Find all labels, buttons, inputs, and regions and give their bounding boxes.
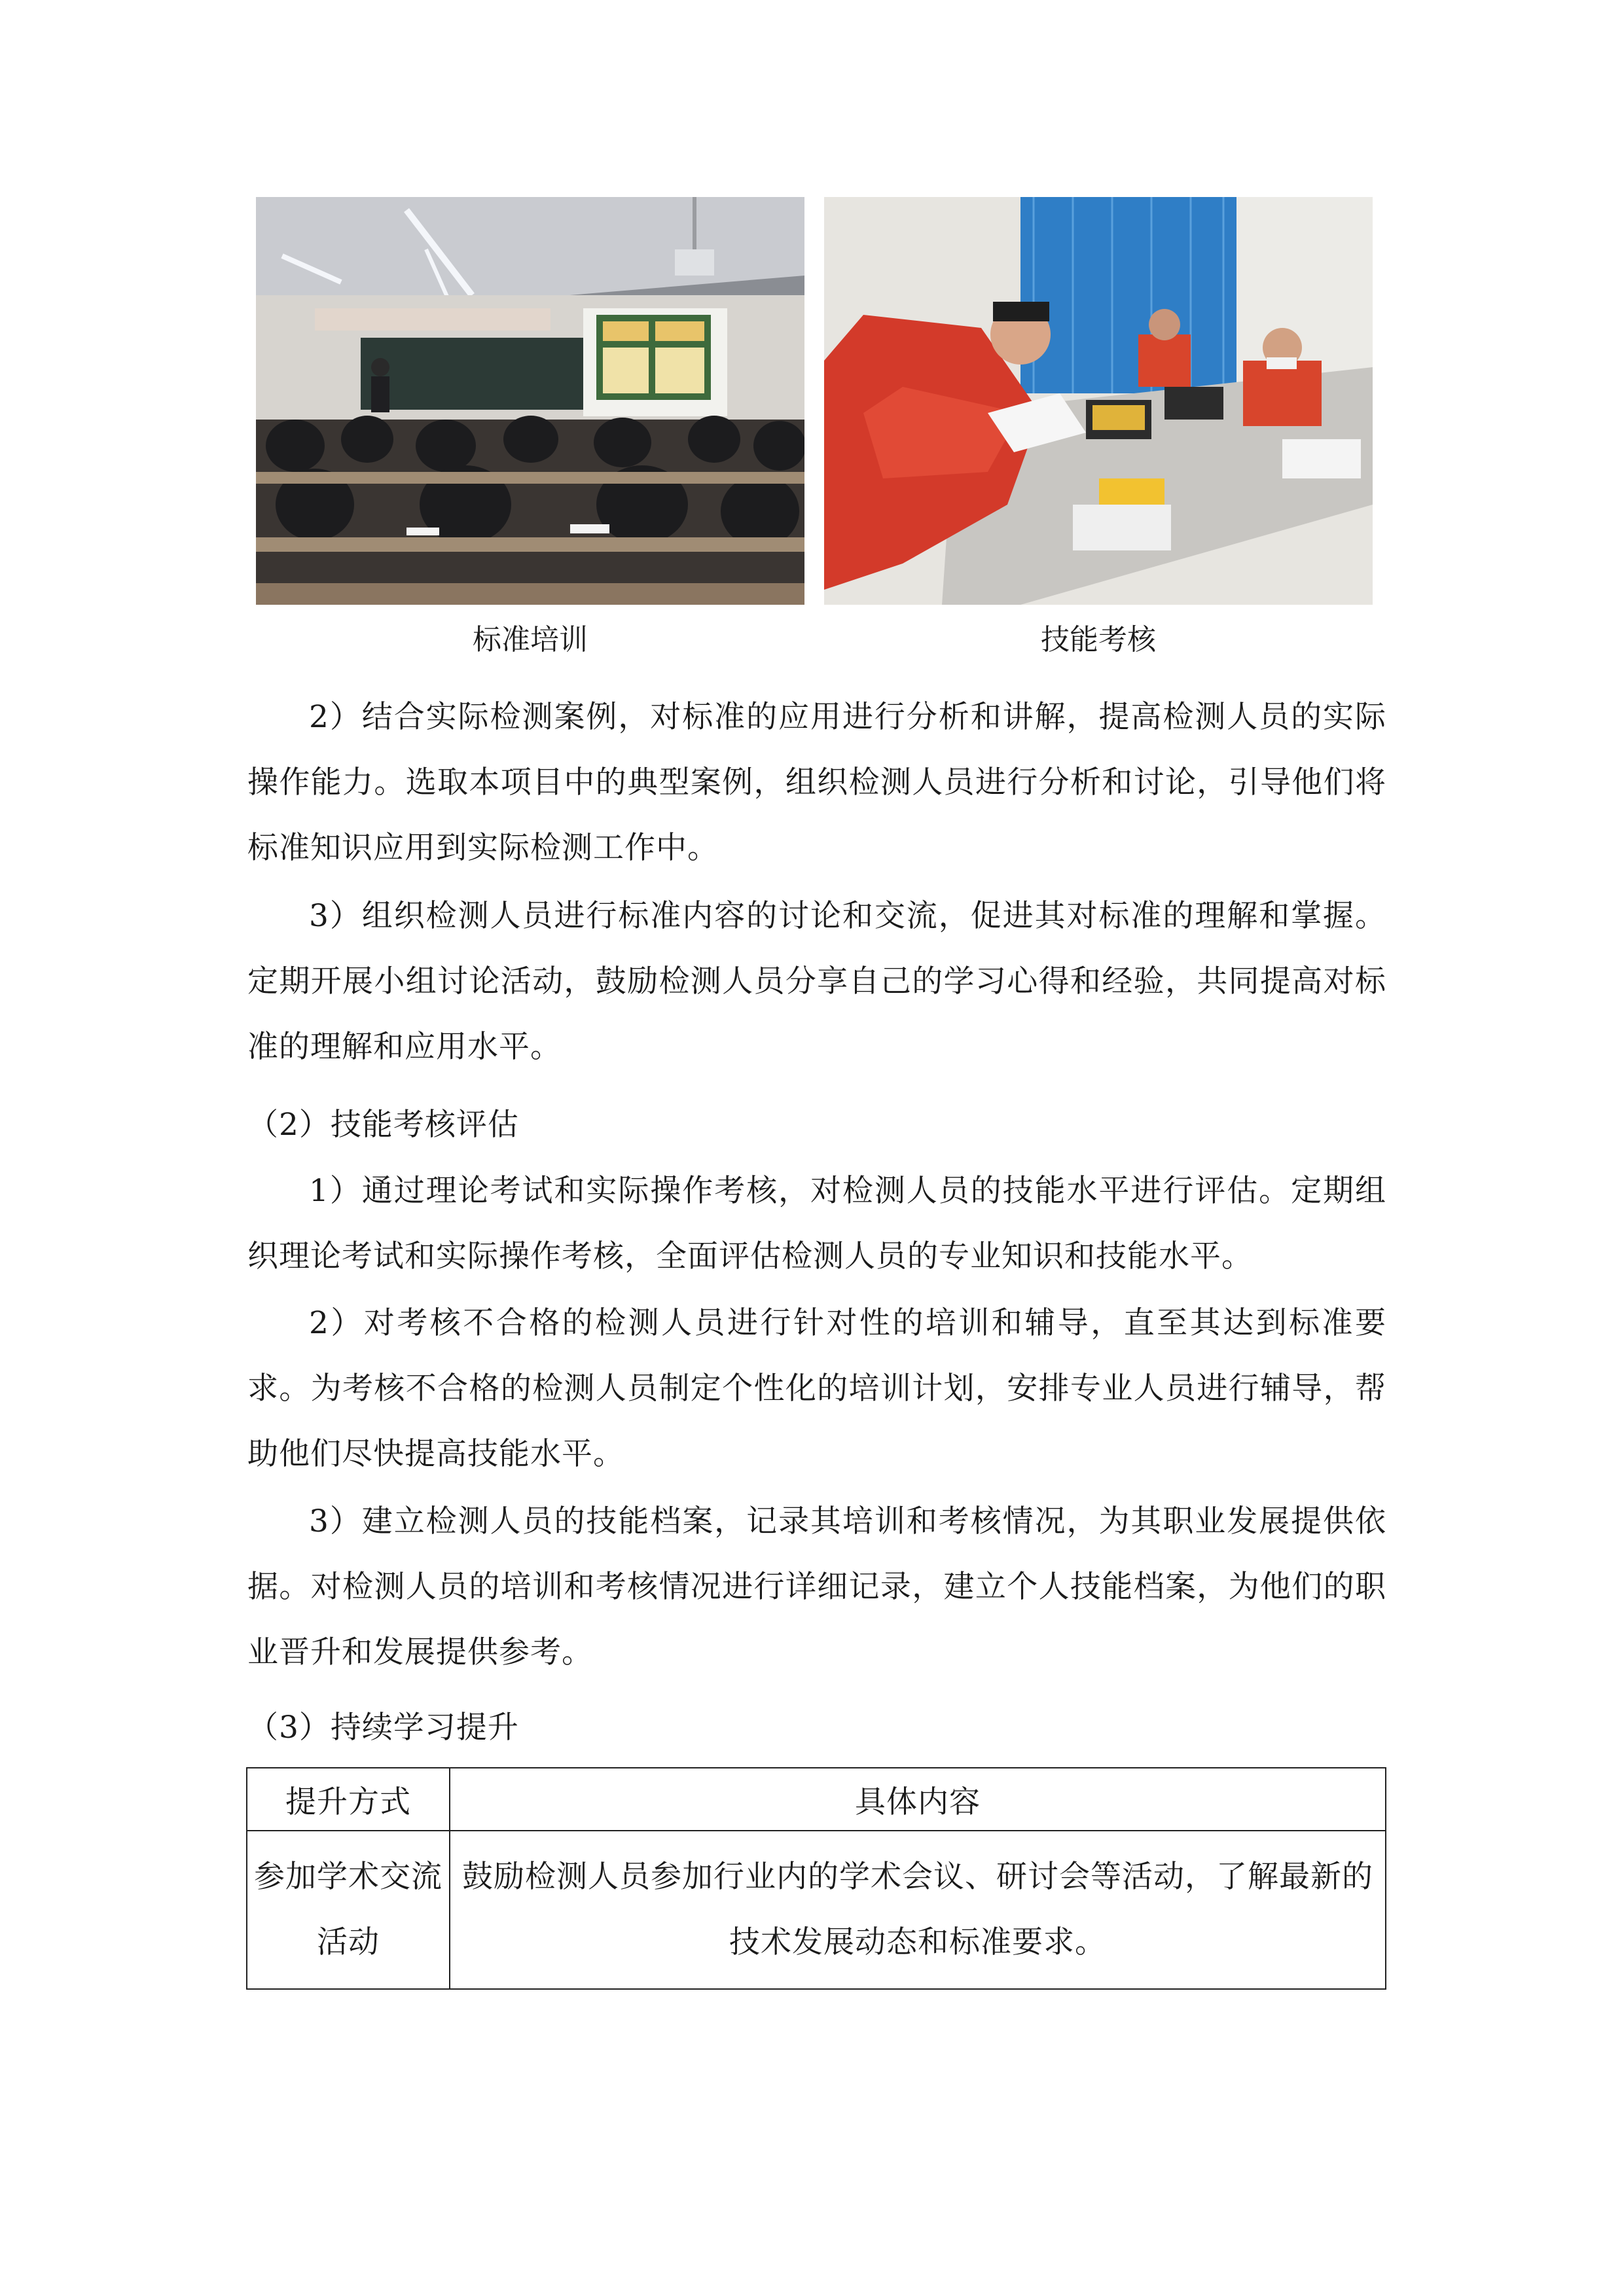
table-header-row [247, 1768, 1386, 1831]
paragraph-discussion: 3）组织检测人员进行标准内容的讨论和交流，促进其对标准的理解和掌握。定期开展小组讨论活动，鼓励检测人员分享自己的学习心得和经验，共同提高对标准的理解和应用水平。 [247, 898, 1386, 1065]
caption-assessment: 技能考核 [1041, 623, 1156, 656]
paragraph-case-analysis: 2）结合实际检测案例，对标准的应用进行分析和讲解，提高检测人员的实际操作能力。选取本项目中的典型案例，组织检测人员进行分析和讨论，引导他们将标准知识应用到实际检测工作中。 [247, 699, 1386, 866]
caption-training: 标准培训 [473, 623, 588, 656]
training-photo [256, 197, 804, 605]
section-heading-continuous-learning: （3）持续学习提升 [247, 1710, 519, 1746]
table-header-content: 具体内容 [450, 1768, 1386, 1831]
learning-methods-table [246, 1767, 1386, 1990]
assessment-photo [824, 197, 1373, 605]
paragraph-targeted-training: 2）对考核不合格的检测人员进行针对性的培训和辅导，直至其达到标准要求。为考核不合格的检测人员制定个性化的培训计划，安排专业人员进行辅导，帮助他们尽快提高技能水平。 [247, 1305, 1386, 1472]
assessment-photo-illustration [824, 197, 1373, 605]
section-heading-skill-assessment: （2）技能考核评估 [247, 1107, 519, 1143]
training-photo-illustration [256, 197, 804, 605]
table-cell-content: 鼓励检测人员参加行业内的学术会议、研讨会等活动，了解最新的技术发展动态和标准要求。 [450, 1831, 1386, 1989]
paragraph-skill-archive: 3）建立检测人员的技能档案，记录其培训和考核情况，为其职业发展提供依据。对检测人员的培训和考核情况进行详细记录，建立个人技能档案，为他们的职业晋升和发展提供参考。 [247, 1503, 1386, 1670]
table-cell-method: 参加学术交流活动 [247, 1831, 450, 1989]
table-row [247, 1831, 1386, 1989]
paragraph-skill-evaluation: 1）通过理论考试和实际操作考核，对检测人员的技能水平进行评估。定期组织理论考试和实际操作考核，全面评估检测人员的专业知识和技能水平。 [247, 1173, 1386, 1274]
table-header-method: 提升方式 [247, 1768, 450, 1831]
